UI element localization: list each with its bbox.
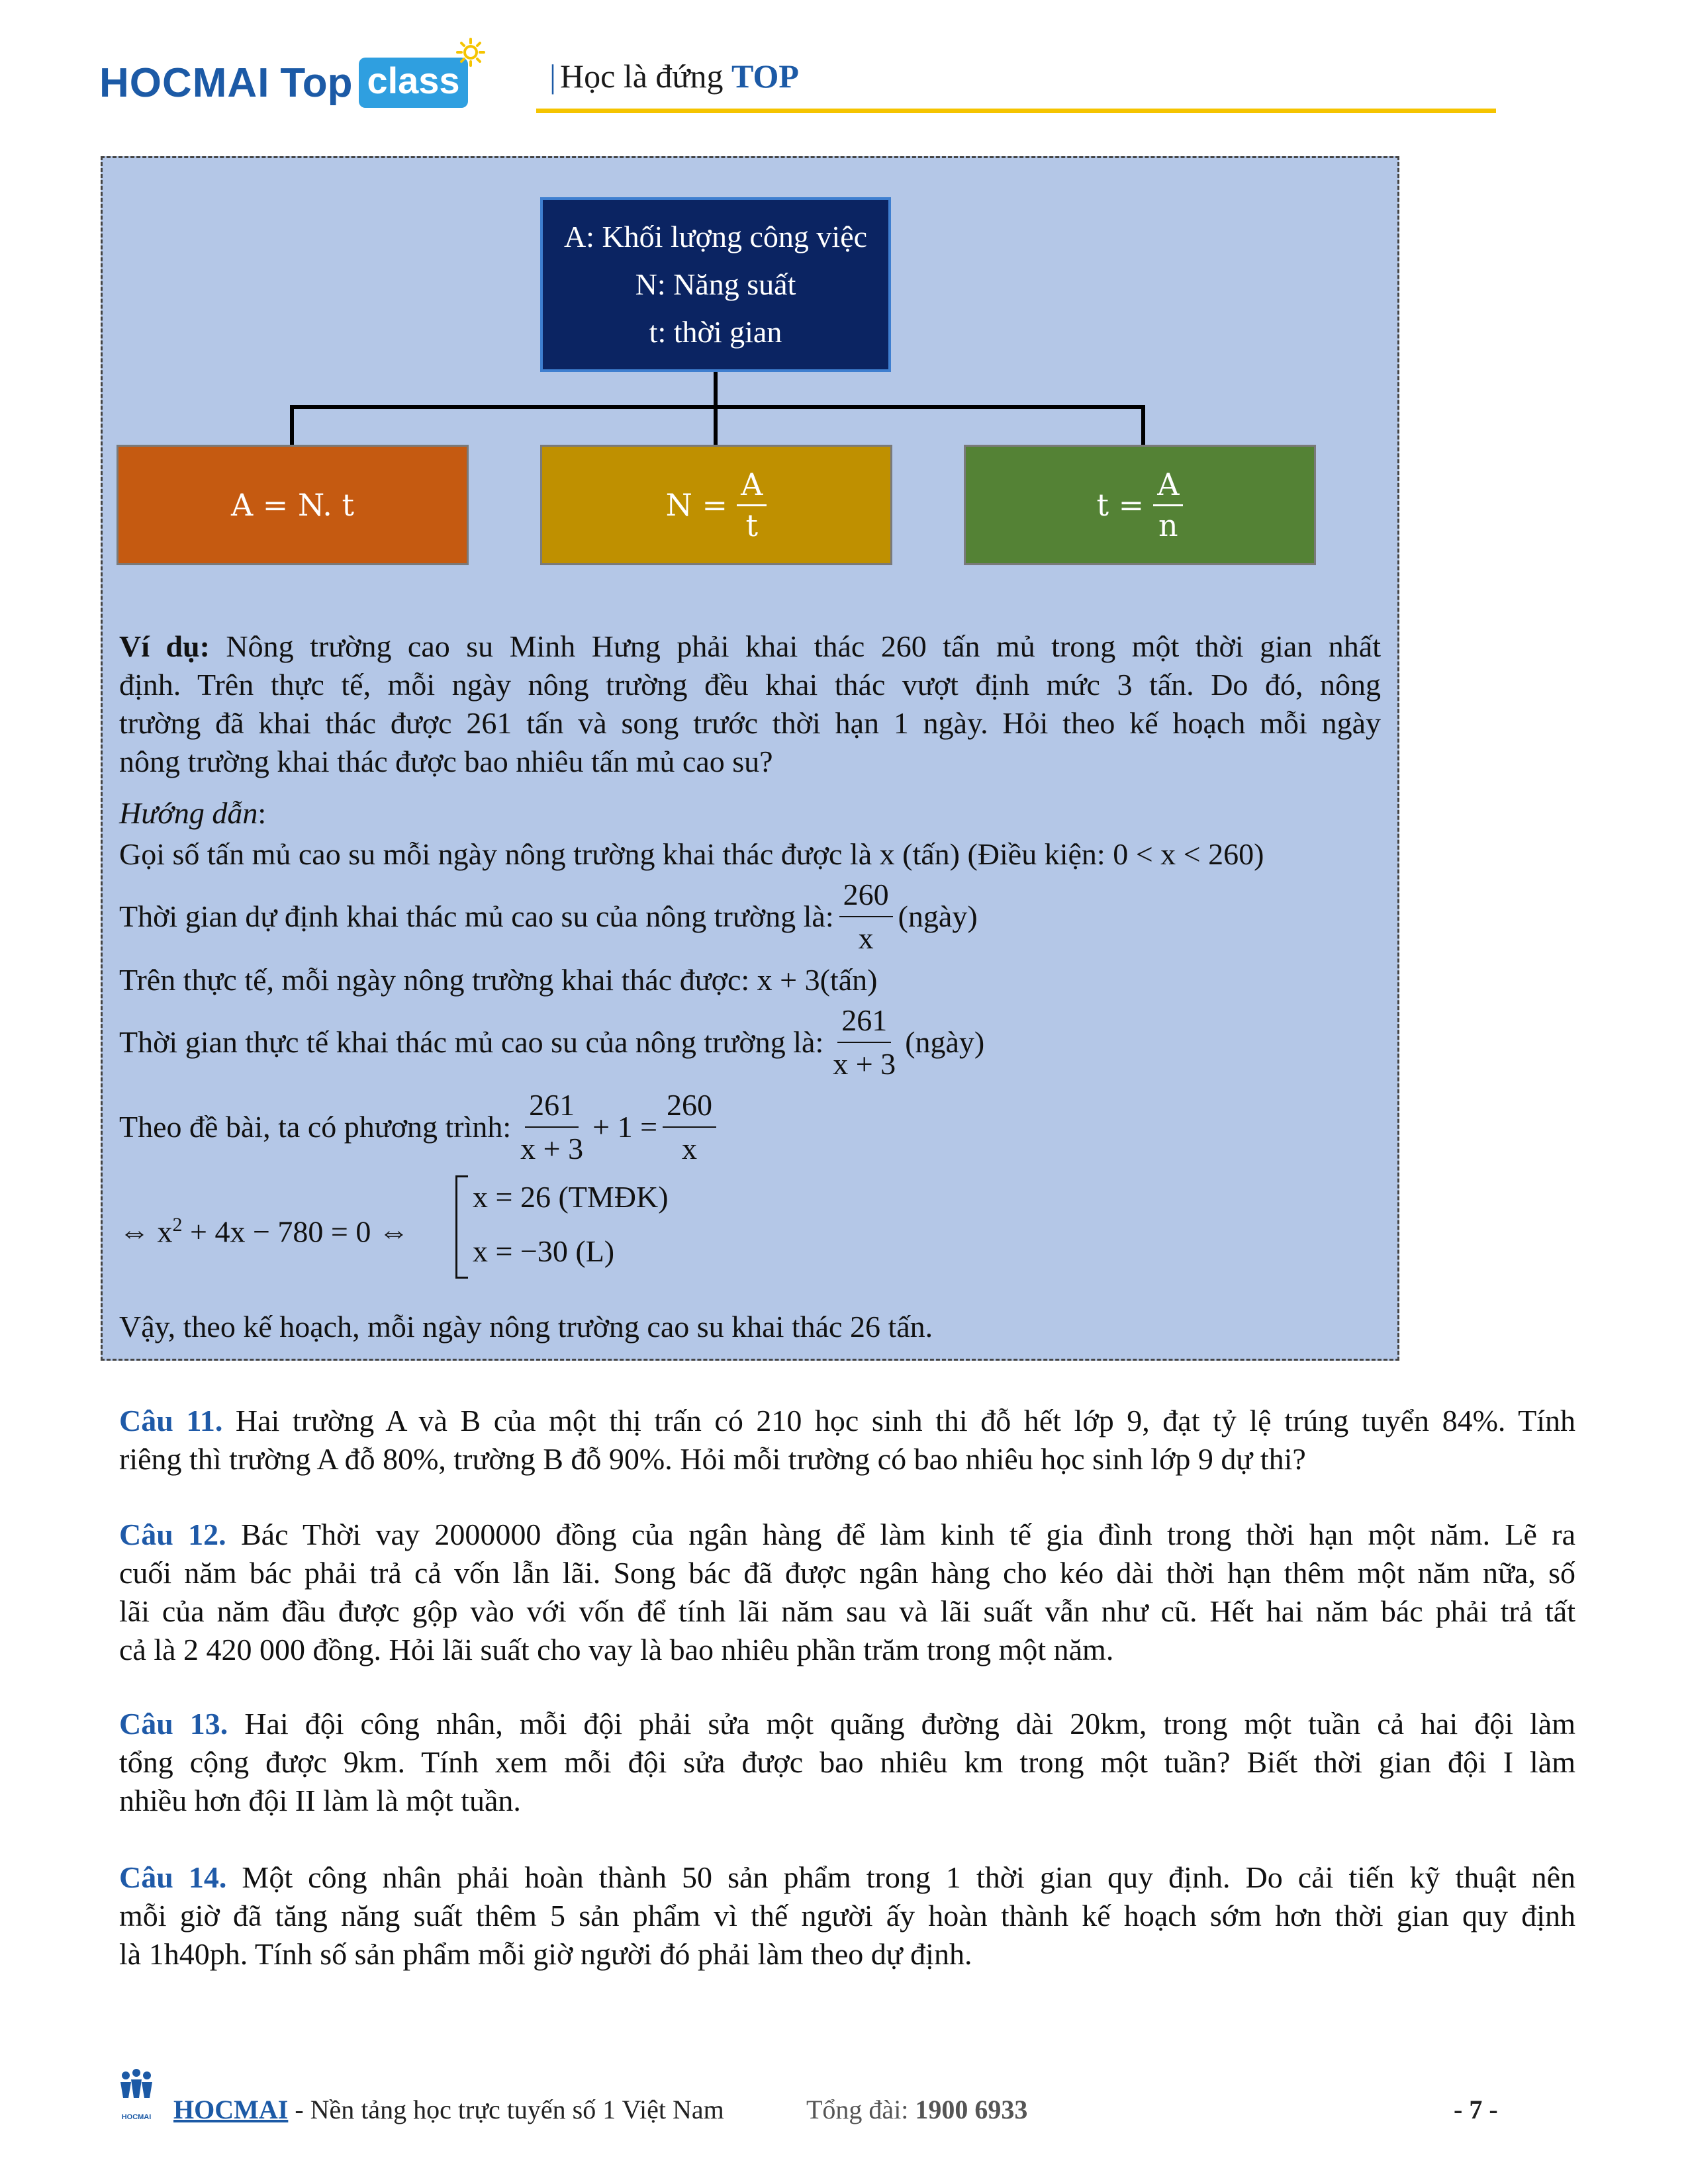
connector-left [290, 405, 294, 445]
logo-class-text: class [367, 60, 460, 101]
question-12-line-4: cả là 2 420 000 đồng. Hỏi lãi suất cho vay là bao nhiêu phần trăm trong một năm. [119, 1633, 1114, 1666]
connector-right [1141, 405, 1145, 445]
header-rule [536, 109, 1496, 113]
step-6-exponent: 2 [172, 1214, 183, 1236]
case-2: x = −30 (L) [473, 1234, 615, 1268]
formula-n-denominator: t [745, 507, 758, 543]
step-4-fraction [829, 1001, 900, 1084]
formula-t-node [964, 445, 1316, 565]
sun-icon [456, 38, 485, 67]
question-12-text-1: Bác Thời vay 2000000 đồng của ngân hàng để làm kinh tế gia đình trong thời hạn một năm. Lẽ ra [226, 1518, 1576, 1551]
question-14-text-1: Một công nhân phải hoàn thành 50 sản phẩm trong 1 thời gian quy định. Do cải tiến kỹ thuật nên [226, 1860, 1575, 1894]
step-4-numerator: 261 [837, 1001, 891, 1043]
formula-t-lhs: t = [1096, 487, 1145, 523]
step-6-rest: + 4x − 780 = 0 ⇔ [182, 1214, 409, 1249]
connector-middle [714, 405, 718, 445]
guide-label: Hướng dẫn [119, 796, 258, 830]
formula-t-numerator: A [1153, 468, 1183, 506]
step-5-numerator-left: 261 [525, 1085, 579, 1128]
tagline-divider: | [549, 58, 557, 95]
question-12-line-2: cuối năm bác phải trả cả vốn lẫn lãi. Song bác đã được ngân hàng cho kéo dài thời hạn thêm một năm nữa, số [119, 1556, 1575, 1590]
question-11-line-2: riêng thì trường A đỗ 80%, trường B đỗ 90%. Hỏi mỗi trường có bao nhiêu học sinh lớp 9 dự thi? [119, 1442, 1306, 1476]
step-5-text: Theo đề bài, ta có phương trình: [119, 1110, 512, 1144]
step-1-text: Gọi số tấn mủ cao su mỗi ngày nông trường khai thác được là x (tấn) (Điều kiện: [119, 837, 1113, 871]
step-5-fraction-right [663, 1085, 716, 1169]
question-13 [119, 1705, 1575, 1820]
question-13-line-2: tổng cộng được 9km. Tính xem mỗi đội sửa được bao nhiêu km trong một tuần? Biết thời gian đội I làm [119, 1745, 1575, 1779]
formula-n-numerator: A [737, 468, 767, 506]
question-14-line-3: là 1h40ph. Tính số sản phẩm mỗi giờ người đó phải làm theo dự định. [119, 1937, 972, 1971]
step-2-fraction [839, 875, 893, 958]
step-2-numerator: 260 [839, 875, 893, 917]
question-13-line-1 [119, 1705, 1575, 1743]
step-2-text: Thời gian dự định khai thác mủ cao su của nông trường là: [119, 899, 834, 933]
question-13-text-1: Hai đội công nhân, mỗi đội phải sửa một quãng đường dài 20km, trong một tuần cả hai đội làm [228, 1707, 1575, 1741]
question-12-line-1 [119, 1516, 1575, 1554]
formula-t-denominator: n [1158, 507, 1178, 543]
formula-n-fraction [737, 468, 767, 542]
tagline-prefix: Học là đứng [560, 58, 731, 95]
question-14 [119, 1858, 1575, 1974]
step-2-denominator: x [858, 921, 874, 955]
step-3-unit: (tấn) [820, 963, 878, 997]
guide-heading [119, 794, 266, 833]
formula-n-node [540, 445, 892, 565]
question-11 [119, 1402, 1575, 1479]
step-5-denominator-left: x + 3 [520, 1132, 584, 1165]
step-2-unit: (ngày) [898, 899, 978, 933]
step-4-unit: (ngày) [905, 1025, 985, 1059]
footer-hotline-number: 1900 6933 [915, 2095, 1028, 2124]
footer-slogan: - Nền tảng học trực tuyến số 1 Việt Nam [288, 2095, 724, 2124]
question-11-line-1 [119, 1402, 1575, 1440]
footer-hotline [806, 2094, 1027, 2125]
logo-hocmai-text: HOCMAI [99, 60, 270, 106]
question-12-label: Câu 12. [119, 1518, 226, 1551]
page-number: - 7 - [1454, 2095, 1498, 2124]
solution-step-4 [119, 1001, 984, 1084]
footer-brand-line [173, 2094, 724, 2125]
step-5-denominator-right: x [682, 1132, 698, 1165]
footer-logo [115, 2069, 158, 2121]
step-5-numerator-right: 260 [663, 1085, 716, 1128]
question-14-line-2: mỗi giờ đã tăng năng suất thêm 5 sản phẩm vì thế người ấy hoàn thành kế hoạch sớm hơn thời gian quy định [119, 1899, 1575, 1933]
case-1: x = 26 (TMĐK) [473, 1180, 669, 1214]
formula-a: A = N. t [230, 487, 355, 523]
header-tagline [549, 57, 799, 95]
step-4-denominator: x + 3 [833, 1047, 896, 1081]
case-bracket [455, 1175, 468, 1279]
example-conclusion: Vậy, theo kế hoạch, mỗi ngày nông trường cao su khai thác 26 tấn. [119, 1310, 933, 1343]
example-line-4: nông trường khai thác được bao nhiêu tấn mủ cao su? [119, 745, 773, 778]
step-3-text: Trên thực tế, mỗi ngày nông trường khai thác được: [119, 963, 757, 997]
connector-horizontal [290, 405, 1145, 409]
formula-n-lhs: N = [665, 487, 728, 523]
definition-n: N: Năng suất [635, 267, 796, 301]
solution-step-3 [119, 961, 877, 999]
solution-step-6 [119, 1206, 409, 1251]
solution-step-2 [119, 875, 978, 958]
solution-step-1 [119, 835, 1264, 874]
definition-a: A: Khối lượng công việc [563, 220, 868, 253]
question-13-label: Câu 13. [119, 1707, 228, 1741]
hocmai-people-icon [115, 2069, 158, 2110]
logo-top-text: Top [280, 60, 353, 106]
question-11-text-1: Hai trường A và B của một thị trấn có 210 học sinh thi đỗ hết lớp 9, đạt tỷ lệ trúng tuyển 84%. Tính [222, 1404, 1576, 1437]
formula-t-fraction [1153, 468, 1183, 542]
diagram-definitions-node [540, 197, 891, 372]
guide-colon: : [258, 796, 267, 830]
step-6-left: ⇔ x [119, 1214, 173, 1249]
step-5-fraction-left [516, 1085, 587, 1169]
step-1-condition: 0 < x < 260 [1113, 837, 1254, 871]
example-label: Ví dụ: [119, 629, 210, 663]
question-11-label: Câu 11. [119, 1404, 223, 1437]
question-12 [119, 1516, 1575, 1669]
example-line-3: trường đã khai thác được 261 tấn và song trước thời hạn 1 ngày. Hỏi theo kế hoạch mỗi ngày [119, 706, 1381, 740]
example-text-1: Nông trường cao su Minh Hưng phải khai thác 260 tấn mủ trong một thời gian nhất [209, 629, 1381, 663]
step-1-end: ) [1254, 837, 1264, 871]
question-13-line-3: nhiều hơn đội II làm là một tuần. [119, 1784, 521, 1817]
example-line-1 [119, 627, 1381, 666]
footer-mini-logo-text: HOCMAI [121, 2113, 152, 2121]
question-14-line-1 [119, 1858, 1575, 1897]
step-3-expression: x + 3 [757, 963, 820, 997]
solution-step-5 [119, 1085, 722, 1169]
logo-class-badge [359, 58, 467, 108]
connector-stem [714, 372, 718, 409]
question-12-line-3: lãi của năm đầu được gộp vào với vốn để tính lãi năm sau và lãi suất vẫn như cũ. Hết hai năm bác phải trả tất [119, 1594, 1575, 1628]
definition-t: t: thời gian [649, 315, 782, 349]
footer-brand[interactable]: HOCMAI [173, 2095, 289, 2124]
example-line-2: định. Trên thực tế, mỗi ngày nông trường đều khai thác vượt định mức 3 tấn. Do đó, nông [119, 668, 1381, 702]
footer-hotline-label: Tổng đài: [806, 2095, 915, 2124]
step-5-operator: + 1 = [592, 1110, 658, 1144]
formula-a-node [117, 445, 469, 565]
question-14-label: Câu 14. [119, 1860, 227, 1894]
tagline-top: TOP [731, 58, 799, 95]
step-4-text: Thời gian thực tế khai thác mủ cao su của nông trường là: [119, 1025, 824, 1059]
hocmai-topclass-logo [99, 53, 468, 113]
